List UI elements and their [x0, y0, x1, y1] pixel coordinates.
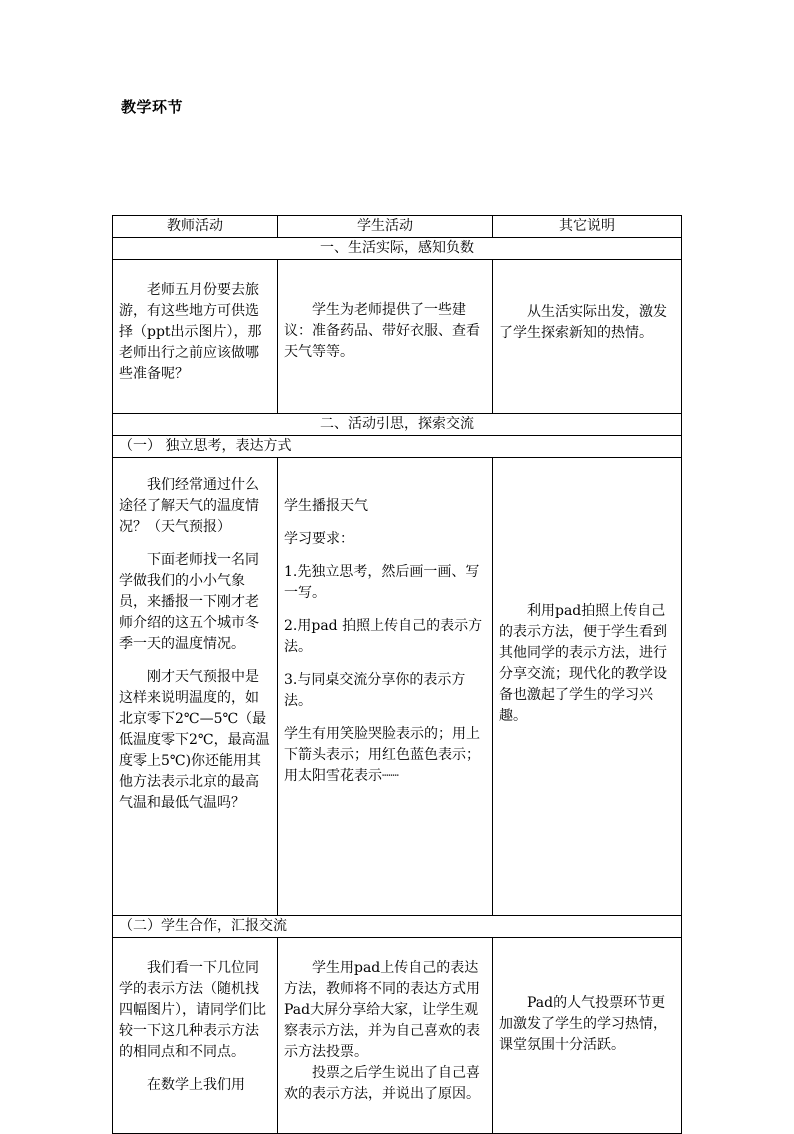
part-2-teacher-para-2: 在数学上我们用: [147, 1077, 245, 1093]
part-1-student-para-1: 学生播报天气: [284, 498, 368, 514]
part-1-teacher-cell: [113, 458, 278, 916]
part-2-row: [113, 916, 682, 938]
part-1-teacher-para-3: 刚才天气预报中是这样来说明温度的，如北京零下2℃—5℃（最低温度零下2℃，最高温度零上5℃)你还能用其他方法表示北京的最高气温和最低气温吗？: [119, 669, 270, 811]
section-2-title: 二、活动引思，探索交流: [113, 414, 682, 436]
part-1-note-text: 利用pad拍照上传自己的表示方法，便于学生看到其他同学的表示方法，进行分享交流；现代化的教学设备也激起了学生的学习兴趣。: [499, 603, 667, 724]
part-2-note-text: Pad的人气投票环节更加激发了学生的学习热情，课堂氛围十分活跃。: [499, 995, 667, 1053]
section-1-teacher-cell: [113, 260, 278, 414]
section-1-student-cell: [278, 260, 493, 414]
part-1-student-para-2: 学习要求：: [284, 531, 354, 547]
page-title: 教学环节: [121, 98, 184, 116]
section-1-note-text: 从生活实际出发，激发了学生探索新知的热情。: [499, 304, 667, 341]
part-1-student-para-6: 学生有用笑脸哭脸表示的；用上下箭头表示；用红色蓝色表示；用太阳雪花表示┈┈: [284, 726, 480, 784]
part-2-teacher-para-1: 我们看一下几位同学的表示方法（随机找四幅图片），请同学们比较一下这几种表示方法的相同点和不同点。: [119, 960, 266, 1060]
part-2-note-cell: [493, 938, 682, 1134]
section-1-title: 一、生活实际，感知负数: [113, 238, 682, 260]
part-1-teacher-para-1: 我们经常通过什么途径了解天气的温度情况？（天气预报）: [119, 477, 259, 535]
part-1-teacher-para-2: 下面老师找一名同学做我们的小小气象员，来播报一下刚才老师介绍的这五个城市冬季一天的温度情况。: [119, 552, 259, 652]
section-1-content-row: [113, 260, 682, 414]
part-1-student-para-5: 3.与同桌交流分享你的表示方法。: [284, 672, 466, 709]
section-2-row: [113, 414, 682, 436]
part-2-student-cell: [278, 938, 493, 1134]
section-1-row: [113, 238, 682, 260]
section-1-note-cell: [493, 260, 682, 414]
part-1-row: [113, 436, 682, 458]
part-2-content-row: [113, 938, 682, 1134]
part-1-student-para-3: 1.先独立思考，然后画一画、写一写。: [284, 564, 480, 601]
part-1-note-cell: [493, 458, 682, 916]
table-header-row: [113, 216, 682, 238]
lesson-table: [112, 215, 682, 1134]
part-2-student-para-1: 学生用pad上传自己的表达方法，教师将不同的表达方式用Pad大屏分享给大家，让学生观察表示方法，并为自己喜欢的表示方法投票。: [284, 960, 480, 1060]
part-2-teacher-cell: [113, 938, 278, 1134]
section-1-student-text: 学生为老师提供了一些建议：准备药品、带好衣服、查看天气等等。: [284, 302, 480, 360]
header-teacher-activity: 教师活动: [113, 216, 278, 238]
part-1-content-row: [113, 458, 682, 916]
header-other-notes: 其它说明: [493, 216, 682, 238]
part-1-title: （一） 独立思考，表达方式: [113, 436, 682, 458]
part-1-student-para-4: 2.用pad 拍照上传自己的表示方法。: [284, 618, 483, 655]
section-1-teacher-text: 老师五月份要去旅游，有这些地方可供选择（ppt出示图片），那老师出行之前应该做哪些准备呢？: [119, 282, 262, 382]
header-student-activity: 学生活动: [278, 216, 493, 238]
part-1-student-cell: [278, 458, 493, 916]
part-2-title: （二）学生合作，汇报交流: [113, 916, 682, 938]
part-2-student-para-2: 投票之后学生说出了自己喜欢的表示方法，并说出了原因。: [284, 1065, 480, 1102]
